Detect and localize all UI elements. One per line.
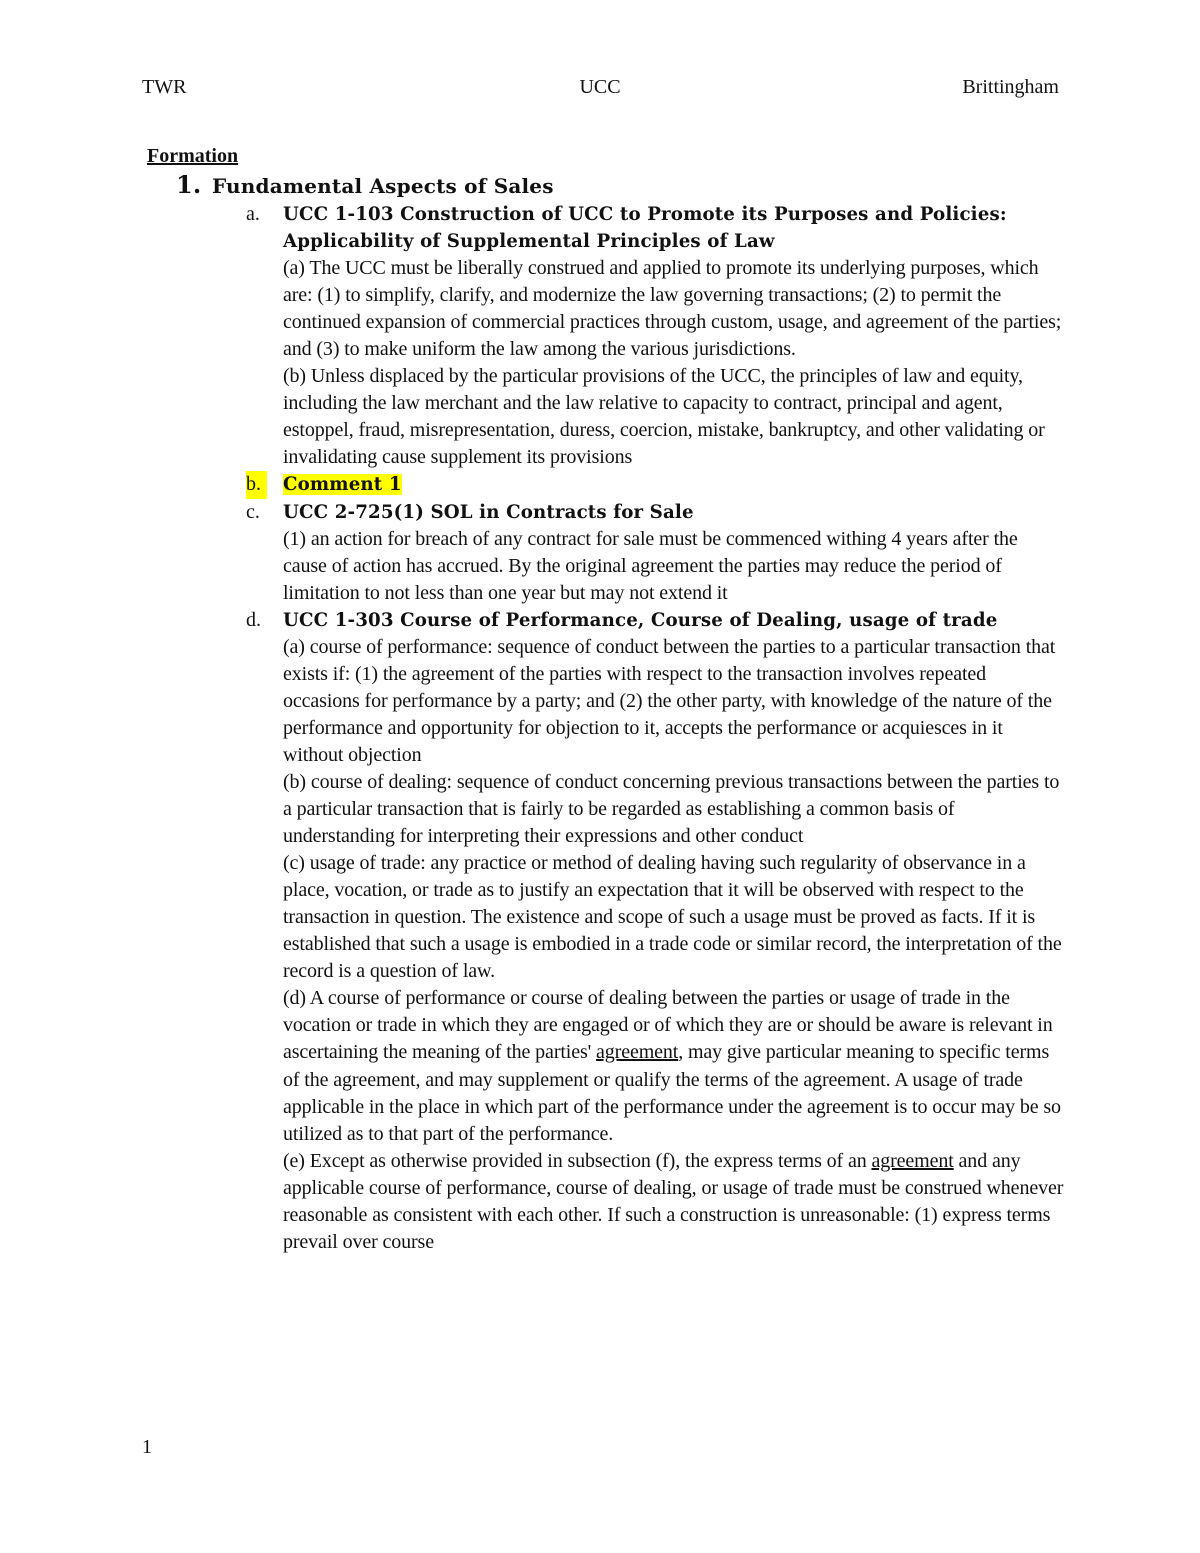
item-paragraph: (c) usage of trade: any practice or method of dealing having such regularity of observance in a place, vocation, or trade as to justify an expectation that it will be observed with respect to the transaction in question. The existence and scope of such a usage must be proved as facts. If it is established that such a usage is embodied in a trade code or similar record, the interpretation of the record is a question of law. — [283, 852, 1062, 983]
header-left: TWR — [142, 76, 187, 98]
item-marker: d. — [246, 608, 261, 631]
item-paragraph: (b) Unless displaced by the particular provisions of the UCC, the principles of law and equity, including the law merchant and the law relative to capacity to contract, principal and agent, estoppel, fraud, misrepresentation, duress, coercion, mistake, bankruptcy, and other validating or invalidating cause supplement its provisions — [283, 365, 1045, 469]
agreement-link[interactable]: agreement — [596, 1041, 679, 1064]
para-text: , may give particular meaning to specific terms of the agreement, and may supplement or qualify the terms of the agreement. A usage of trade applicable in the place in which part of the performance under the agreement is to occur may be so utilized as to that part of the performance. — [283, 1041, 1061, 1145]
item-title: UCC 2-725(1) SOL in Contracts for Sale — [283, 501, 694, 523]
outline-level1-heading — [176, 170, 554, 201]
item-marker: b. — [246, 471, 267, 498]
para-text: and any applicable course of performance, course of dealing, or usage of trade must be construed whenever reasonable as consistent with each other. If such a construction is unreasonable: (1) express terms prevail over course — [283, 1149, 1064, 1253]
outline-list — [246, 201, 1066, 1256]
item-title: UCC 1-103 Construction of UCC to Promote its Purposes and Policies: Applicability of Supplemental Principles of Law — [283, 204, 1007, 253]
page-number: 1 — [142, 1436, 152, 1458]
item-paragraph: (a) The UCC must be liberally construed and applied to promote its underlying purposes, which are: (1) to simplify, clarify, and modernize the law governing transactions; (2) to permit the continued expansion of commercial practices through custom, usage, and agreement of the parties; and (3) to make uniform the law among the various jurisdictions. — [283, 257, 1062, 361]
list-item — [246, 201, 1066, 471]
item-paragraph — [283, 1148, 1066, 1256]
item-marker: c. — [246, 500, 260, 523]
section-title: Formation — [147, 145, 239, 167]
highlighted-comment: Comment 1 — [283, 474, 402, 496]
item-paragraph — [283, 985, 1066, 1147]
item-paragraph: (a) course of performance: sequence of conduct between the parties to a particular transaction that exists if: (1) the agreement of the parties with respect to the transaction involves repeated occasions for performance by a party; and (2) the other party, with knowledge of the nature of the performance and opportunity for objection to it, accepts the performance or acquiesces in it without objection — [283, 635, 1056, 766]
outline-number: 1. — [176, 170, 202, 199]
item-title: UCC 1-303 Course of Performance, Course of Dealing, usage of trade — [283, 609, 998, 631]
list-item — [246, 471, 1066, 498]
list-item — [246, 607, 1066, 1256]
list-item — [246, 499, 1066, 607]
item-marker: a. — [246, 203, 260, 225]
item-paragraph: (1) an action for breach of any contract for sale must be commenced withing 4 years after the cause of action has accrued. By the original agreement the parties may reduce the period of limitation to not less than one year but may not extend it — [283, 527, 1018, 604]
para-text: (d) A course of performance or course of dealing between the parties or usage of trade in the vocation or trade in which they are engaged or of which they are or should be aware is relevant in ascertaining the meaning of the parties' — [283, 987, 1053, 1064]
outline-heading: Fundamental Aspects of Sales — [212, 174, 554, 198]
header-center: UCC — [579, 76, 621, 98]
agreement-link[interactable]: agreement — [871, 1149, 954, 1172]
header-right: Brittingham — [962, 76, 1059, 98]
item-paragraph: (b) course of dealing: sequence of conduct concerning previous transactions between the parties to a particular transaction that is fairly to be regarded as establishing a common basis of understanding for interpreting their expressions and other conduct — [283, 770, 1060, 848]
para-text: (e) Except as otherwise provided in subsection (f), the express terms of an — [283, 1149, 872, 1172]
